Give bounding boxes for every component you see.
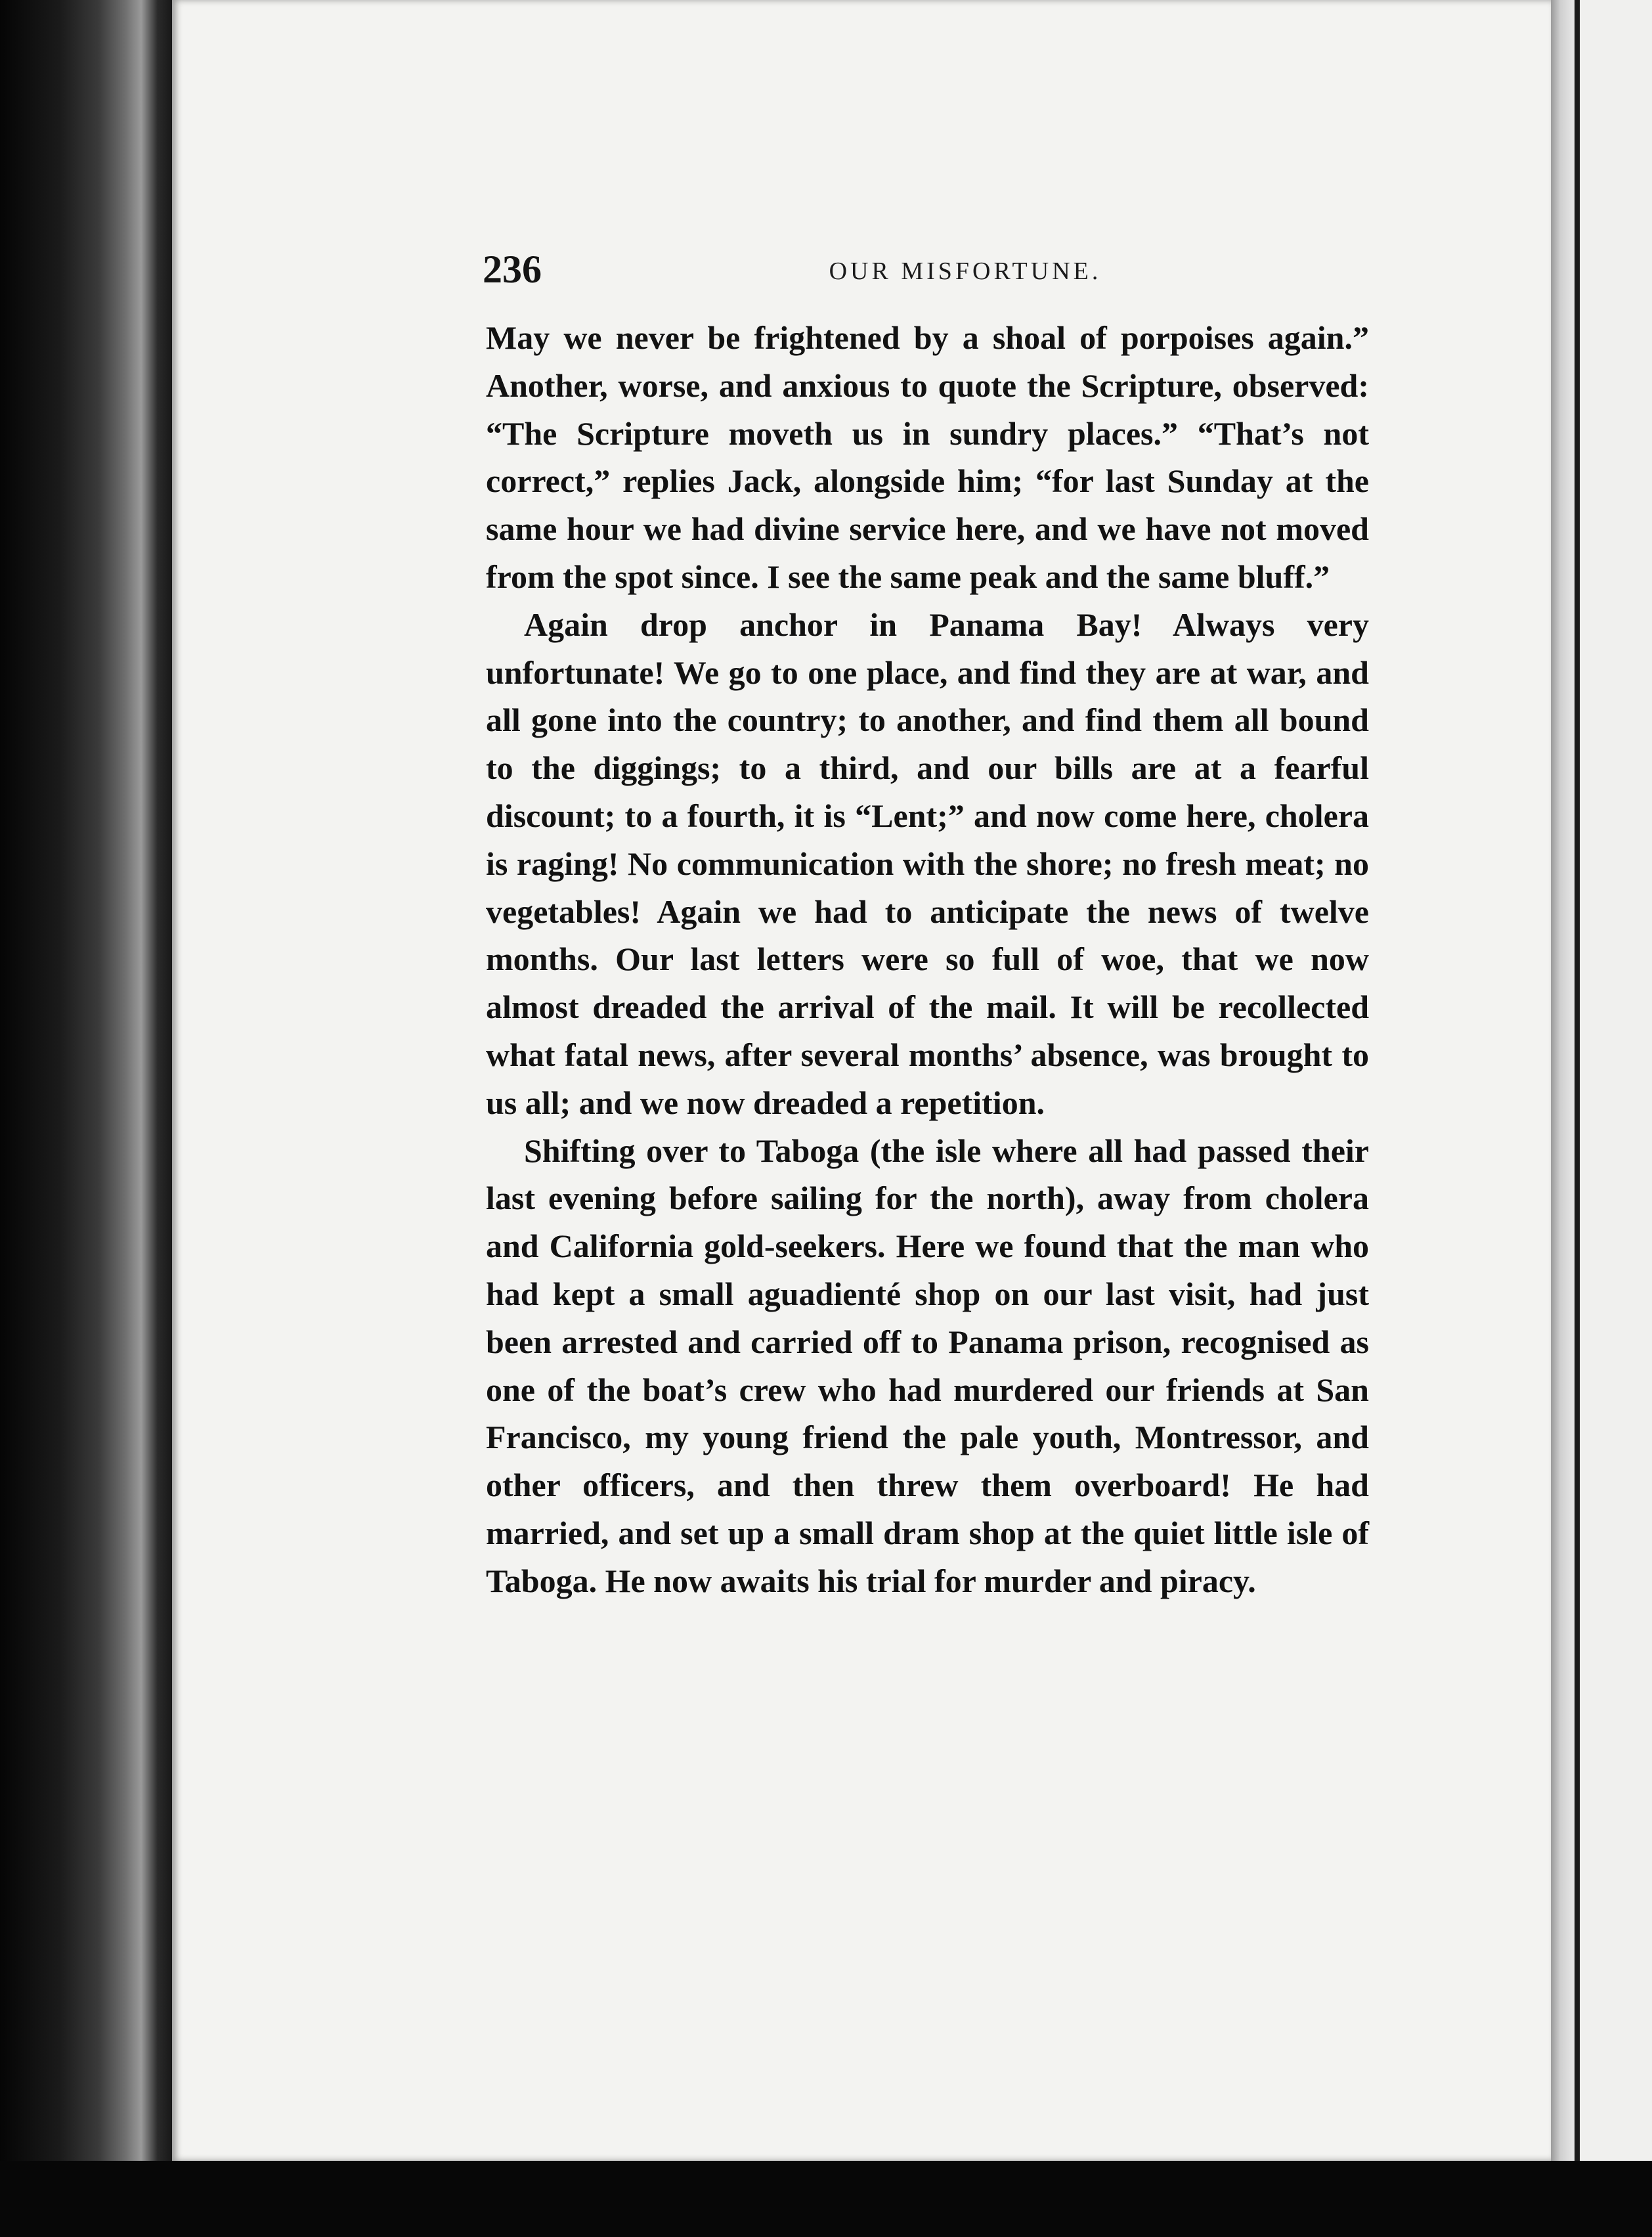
scanner-background <box>0 2161 1652 2237</box>
book-binding-edge <box>0 0 177 2237</box>
paragraph-2: Again drop anchor in Panama Bay! Always very unfortunate! We go to one place, and find they are at war, and all gone into the country; to another, and find them all bound to the diggings; to a third, and our bills are at a fearful discount; to a fourth, it is “Lent;” and now come here, cholera is raging! No communication with the shore; no fresh meat; no vegetables! Again we had to anticipate the news of twelve months. Our last letters were so full of woe, that we now almost dreaded the arrival of the mail. It will be recollected what fatal news, after several months’ absence, was brought to us all; and we now dreaded a repetition. <box>486 606 1369 1121</box>
paragraph-3: Shifting over to Taboga (the isle where all had passed their last evening before sailing for the north), away from cholera and California gold-seekers. Here we found that the man who had kept a small aguadienté shop on our last visit, had just been arrested and carried off to Panama prison, recognised as one of the boat’s crew who had murdered our friends at San Francisco, my young friend the pale youth, Montressor, and other officers, and then threw them overboard! He had married, and set up a small dram shop at the quiet little isle of Taboga. He now awaits his trial for murder and piracy. <box>486 1132 1369 1599</box>
page-number: 236 <box>483 248 542 291</box>
page-edge-shadow <box>1575 0 1580 2161</box>
page-edge <box>1551 0 1575 2161</box>
paragraph-1: May we never be frightened by a shoal of porpoises again.” Another, worse, and anxious to quote the Scripture, observed: “The Scripture moveth us in sundry places.” “That’s not correct,” replies Jack, alongside him; “for last Sunday at the same hour we had divine service here, and we have not moved from the spot since. I see the same peak and the same bluff.” <box>486 319 1369 595</box>
body-text <box>486 314 1369 1605</box>
facing-page-margin <box>1580 0 1652 2161</box>
running-head <box>483 246 1376 292</box>
running-title: OUR MISFORTUNE. <box>829 257 1102 285</box>
